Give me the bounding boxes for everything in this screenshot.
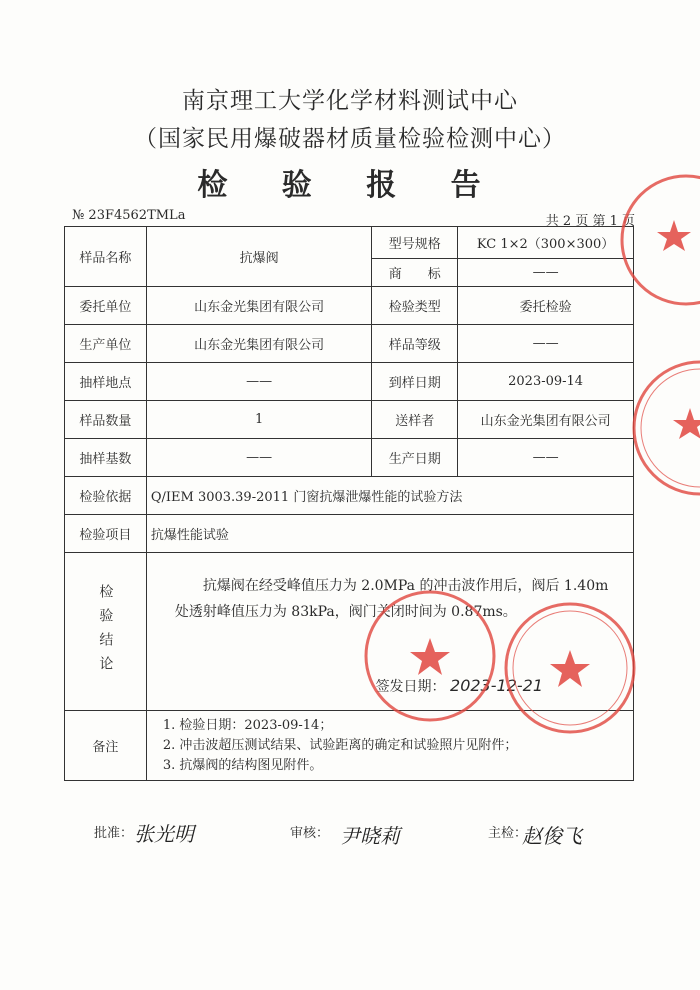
item: 抗爆性能试验 — [146, 515, 633, 553]
basis: Q/IEM 3003.39-2011 门窗抗爆泄爆性能的试验方法 — [146, 477, 633, 515]
inspection-type-label: 检验类型 — [372, 287, 458, 325]
conclusion-text: 抗爆阀在经受峰值压力为 2.0MPa 的冲击波作用后，阀后 1.40m 处透射峰值压力为 83kPa，阀门关闭时间为 0.87ms。 — [174, 578, 609, 620]
seal-national-edge — [628, 356, 700, 506]
client: 山东金光集团有限公司 — [146, 287, 371, 325]
quantity-label: 样品数量 — [65, 401, 147, 439]
client-label: 委托单位 — [65, 287, 147, 325]
approve-signature: 张光明 — [134, 822, 194, 846]
sampling-site: —— — [146, 363, 371, 401]
model-label: 型号规格 — [372, 227, 458, 259]
arrival-date: 2023-09-14 — [458, 363, 634, 401]
issue-date-label: 签发日期： — [375, 679, 446, 695]
manufacturer-label: 生产单位 — [65, 325, 147, 363]
trademark: —— — [458, 259, 634, 287]
org-name-national: （国家民用爆破器材质量检验检测中心） — [134, 126, 566, 152]
approve-label: 批准： — [94, 826, 134, 841]
arrival-date-label: 到样日期 — [372, 363, 458, 401]
remark-item: 1. 检验日期：2023-09-14； — [162, 717, 333, 733]
chief-signature: 赵俊飞 — [522, 824, 582, 848]
sampling-base-label: 抽样基数 — [65, 439, 147, 477]
conclusion-label — [65, 553, 147, 711]
conclusion-label-text: 检验结论 — [97, 583, 114, 680]
sampling-site-label: 抽样地点 — [65, 363, 147, 401]
grade: —— — [458, 325, 634, 363]
seal-nust — [360, 586, 500, 726]
sample-name-label: 样品名称 — [65, 227, 147, 287]
seal-nust-edge — [614, 172, 700, 312]
production-date: —— — [458, 439, 634, 477]
grade-label: 样品等级 — [372, 325, 458, 363]
org-name: 南京理工大学化学材料测试中心 — [182, 88, 518, 114]
page-info: 共 2 页 第 1 页 — [545, 214, 635, 229]
inspection-type: 委托检验 — [458, 287, 634, 325]
manufacturer: 山东金光集团有限公司 — [146, 325, 371, 363]
sender-label: 送样者 — [372, 401, 458, 439]
issue-date: 2023-12-21 — [450, 676, 543, 695]
basis-label: 检验依据 — [65, 477, 147, 515]
review-signature: 尹晓莉 — [340, 824, 400, 848]
report-title: 检 验 报 告 — [197, 168, 503, 203]
production-date-label: 生产日期 — [372, 439, 458, 477]
model: KC 1×2（300×300） — [458, 227, 634, 259]
report-number: № 23F4562TMLa — [72, 208, 186, 223]
item-label: 检验项目 — [65, 515, 147, 553]
remark-item: 3. 抗爆阀的结构图见附件。 — [162, 757, 323, 773]
review-label: 审核： — [290, 826, 330, 841]
chief-label: 主检： — [488, 826, 528, 841]
sender: 山东金光集团有限公司 — [458, 401, 634, 439]
sample-name: 抗爆阀 — [146, 227, 371, 287]
sampling-base: —— — [146, 439, 371, 477]
remark-item: 2. 冲击波超压测试结果、试验距离的确定和试验照片见附件； — [162, 737, 518, 753]
trademark-label: 商 标 — [372, 259, 458, 287]
remarks-label: 备注 — [65, 711, 147, 781]
quantity: 1 — [146, 401, 371, 439]
seal-national — [500, 598, 640, 738]
